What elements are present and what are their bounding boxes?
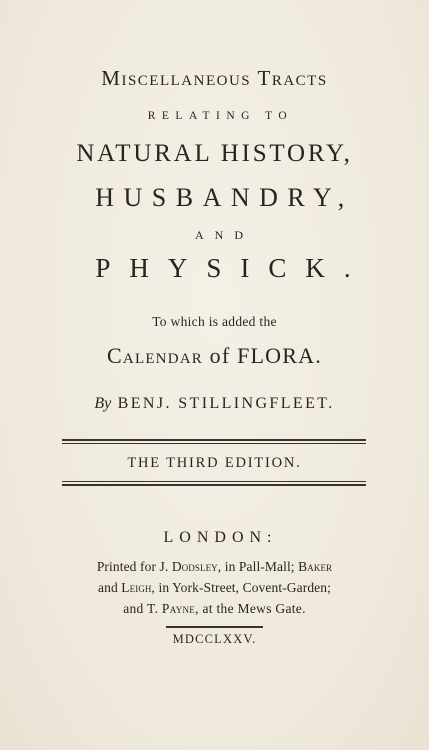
upper-rule-thin (62, 443, 366, 444)
subtitle-to-which-is-added: To which is added the (152, 314, 277, 329)
title-line-4 (0, 185, 429, 211)
imprint-place: LONDON: (163, 529, 278, 546)
title-line-5 (0, 229, 429, 241)
title-line-2 (0, 111, 429, 123)
author-line (0, 396, 429, 412)
date-rule (166, 626, 263, 628)
imprint-date: MDCCLXXV. (172, 632, 257, 646)
imprint-2c: , in York-Street, Covent-Garden; (151, 580, 331, 595)
imprint-1a: Printed for J. (96, 559, 172, 574)
title-husbandry: HUSBANDRY, (95, 183, 354, 212)
edition-line (0, 456, 429, 471)
subtitle-calendar: Calendar (107, 343, 203, 368)
imprint-line-3 (0, 602, 429, 616)
subtitle-of-flora: of FLORA. (202, 343, 322, 368)
lower-rule-thick (62, 484, 366, 486)
lower-rule-thin (62, 481, 366, 482)
imprint-2a: and (98, 580, 122, 595)
date-line (0, 633, 429, 646)
imprint-baker: Baker (298, 559, 333, 574)
imprint-3a: and T. (123, 601, 162, 616)
imprint-1c: , in Pall-Mall; (217, 559, 299, 574)
title-natural-history: NATURAL HISTORY, (76, 140, 353, 167)
imprint-leigh: Leigh (121, 580, 152, 595)
author-name: BENJ. STILLINGFLEET. (111, 395, 335, 412)
imprint-payne: Payne (161, 601, 196, 616)
title-line-7 (0, 315, 429, 329)
title-line-8 (0, 345, 429, 367)
upper-rule-thick (62, 439, 366, 441)
imprint-dodsley: Dodsley (171, 559, 218, 574)
imprint-3c: , at the Mews Gate. (195, 601, 306, 616)
title-line-3 (0, 141, 429, 166)
imprint-line-2 (0, 581, 429, 595)
title-physick: PHYSICK. (95, 253, 370, 283)
title-line-1 (0, 68, 429, 89)
imprint-line-1 (0, 560, 429, 574)
title-line-6 (0, 255, 429, 282)
title-miscellaneous-tracts: Miscellaneous Tracts (101, 66, 328, 90)
title-and: AND (195, 228, 254, 242)
author-by: By (94, 395, 112, 412)
title-relating-to: RELATING TO (147, 110, 294, 122)
place-line (0, 530, 429, 546)
edition-text: THE THIRD EDITION. (127, 455, 302, 471)
